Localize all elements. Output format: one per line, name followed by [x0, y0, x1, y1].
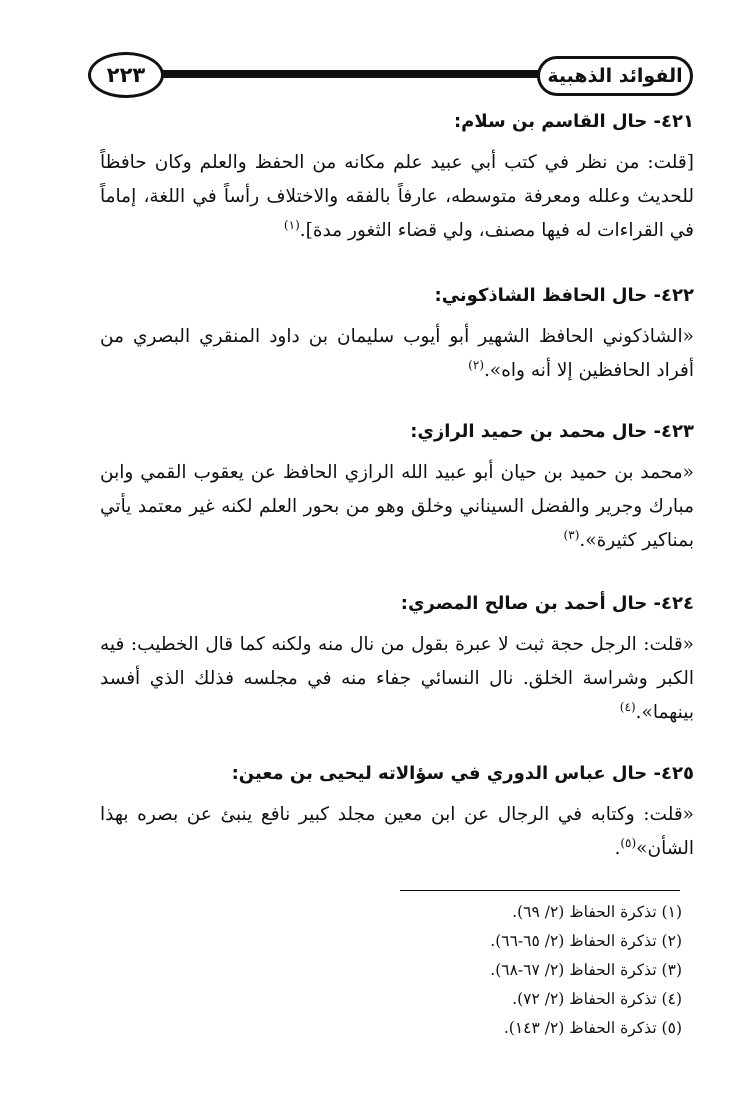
entry-body: [100, 146, 694, 248]
header-title: الفوائد الذهبية: [537, 56, 693, 96]
entry-421: [100, 108, 694, 248]
entry-text: «الشاذكوني الحافظ الشهير أبو أيوب سليمان بن داود المنقري البصري من أفراد الحافظين إلا أنه واه».: [100, 326, 694, 381]
entry-text: «قلت: وكتابه في الرجال عن ابن معين مجلد كبير نافع ينبئ عن بصره بهذا الشأن»: [100, 804, 694, 859]
page-number: ٢٢٣: [88, 52, 164, 98]
entry-body: [100, 798, 694, 866]
entry-422: [100, 282, 694, 388]
footnote-separator: [400, 890, 680, 891]
entry-text: [قلت: من نظر في كتب أبي عبيد علم مكانه من الحفظ والعلم وكان حافظاً للحديث وعلله ومعرفة متوسطه، عارفاً بالفقه والاختلاف رأساً في اللغة، إماماً في القراءات له فيها مصنف، ولي قضاء الثغور مدة].: [100, 152, 694, 241]
footnote: (٣) تذكرة الحفاظ (٢/ ٦٧-٦٨).: [490, 961, 682, 979]
header-rule: [148, 70, 543, 78]
footnote: (١) تذكرة الحفاظ (٢/ ٦٩).: [512, 903, 682, 921]
footnote: (٥) تذكرة الحفاظ (٢/ ١٤٣).: [503, 1019, 682, 1037]
footnote-ref: (٣): [563, 527, 580, 542]
entry-423: [100, 418, 694, 558]
entry-heading: ٤٢٤- حال أحمد بن صالح المصري:: [400, 593, 694, 614]
entry-text: «محمد بن حميد بن حيان أبو عبيد الله الرازي الحافظ عن يعقوب القمي وابن مبارك وجرير والفضل السيناني وخلق وهو من بحور العلم لكنه غير معتمد يأتي بمناكير كثيرة».: [100, 462, 694, 551]
entry-tail: .: [614, 838, 621, 859]
entry-heading: ٤٢٣- حال محمد بن حميد الرازي:: [410, 421, 694, 442]
entry-heading: ٤٢١- حال القاسم بن سلام:: [453, 111, 694, 132]
footnote-ref: (٢): [468, 357, 484, 372]
entry-body: [100, 320, 694, 388]
entry-text: «قلت: الرجل حجة ثبت لا عبرة بقول من نال منه ولكنه كما قال الخطيب: فيه الكبر وشراسة الخلق. نال النسائي جفاء منه في مجلسه فذلك الذي أفسد بينهما».: [100, 634, 694, 723]
footnote: (٢) تذكرة الحفاظ (٢/ ٦٥-٦٦).: [490, 932, 682, 950]
footnote-ref: (٥): [620, 835, 637, 850]
entry-body: [100, 456, 694, 558]
footnote: (٤) تذكرة الحفاظ (٢/ ٧٢).: [512, 990, 682, 1008]
footnote-ref: (١): [283, 217, 300, 232]
entry-424: [100, 590, 694, 730]
entry-425: [100, 760, 694, 866]
entry-heading: ٤٢٢- حال الحافظ الشاذكوني:: [434, 285, 694, 306]
footnotes: [262, 898, 682, 1043]
entry-body: [100, 628, 694, 730]
entry-heading: ٤٢٥- حال عباس الدوري في سؤالاته ليحيى بن معين:: [231, 763, 694, 784]
running-header: [88, 52, 693, 98]
footnote-ref: (٤): [619, 699, 636, 714]
